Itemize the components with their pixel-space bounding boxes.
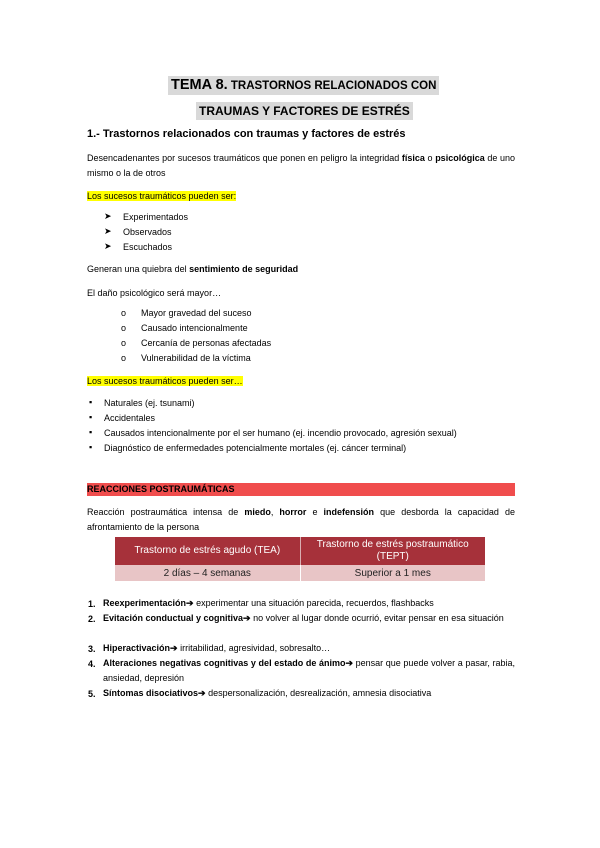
list-number: 1. [88,599,96,609]
table-header-tept: Trastorno de estrés postraumático (TEPT) [300,537,485,565]
s2-indefension: indefensión [323,507,375,517]
square-bullet-icon: ▪ [89,412,93,422]
numbered-item [103,641,515,656]
item-bold: Reexperimentación [103,598,187,608]
title-line-1-rest: TRASTORNOS RELACIONADOS CON [227,80,437,92]
intro-text-a: Desencadenantes por sucesos traumáticos que ponen en peligro la integridad [87,153,402,163]
s2-intro-g: que desborda la capacidad de afrontamiento de la persona [87,507,515,532]
circle-bullet-icon: o [121,353,127,363]
list-number: 5. [88,689,96,699]
s2-horror: horror [279,507,307,517]
numbered-item [103,656,515,686]
arrow-bullet-icon: ➤ [104,211,112,221]
arrow-item: Observados [123,227,172,237]
table-row [115,565,485,581]
highlight-1 [87,190,236,202]
o-item: Mayor gravedad del suceso [141,308,252,318]
intro-text-c: o [424,153,436,163]
arrow-bullet-icon: ➤ [104,226,112,236]
section-2-intro [87,505,515,535]
section-1-heading: 1.- Trastornos relacionados con traumas y factores de estrés [87,128,406,140]
o-item: Cercanía de personas afectadas [141,338,272,348]
table-header-row [115,537,485,565]
s2-intro-a: Reacción postraumática intensa de [87,507,245,517]
title-line-2 [196,102,413,120]
table-cell-tea: 2 días – 4 semanas [115,565,300,581]
section-2-heading: REACCIONES POSTRAUMÁTICAS [87,483,515,496]
title-tema: TEMA 8. [171,77,228,93]
square-item: Naturales (ej. tsunami) [104,398,195,408]
arrow-icon: ➔ [345,658,354,668]
title-line-1 [168,76,439,95]
intro-text-d: de uno mismo o la de otros [87,153,515,178]
s2-intro-c: , [270,507,280,517]
arrow-item: Escuchados [123,242,173,252]
item-bold: Evitación conductual y cognitiva [103,613,244,623]
quiebra-line [87,263,298,275]
section-1-intro [87,151,515,181]
square-item: Causados intencionalmente por el ser humano (ej. incendio provocado, agresión sexual) [104,428,457,438]
s2-miedo: miedo [244,507,271,517]
item-bold: Hiperactivación [103,643,171,653]
square-bullet-icon: ▪ [89,427,93,437]
arrow-bullet-icon: ➤ [104,241,112,251]
item-bold: Síntomas disociativos [103,688,199,698]
item-rest: experimentar una situación parecida, recuerdos, flashbacks [193,598,434,608]
o-item: Vulnerabilidad de la víctima [141,353,251,363]
title-line-2-text: TRAUMAS Y FACTORES DE ESTRÉS [196,102,413,120]
circle-bullet-icon: o [121,308,127,318]
highlight-2-text: Los sucesos traumáticos pueden ser… [87,376,243,386]
circle-bullet-icon: o [121,323,127,333]
intro-psicologica: psicológica [435,153,485,163]
highlight-1-text: Los sucesos traumáticos pueden ser: [87,191,237,201]
o-item: Causado intencionalmente [141,323,248,333]
arrow-icon: ➔ [170,643,178,653]
highlight-2 [87,375,243,387]
square-bullet-icon: ▪ [89,397,93,407]
list-number: 4. [88,659,96,669]
table-header-tea: Trastorno de estrés agudo (TEA) [115,537,300,565]
list-number: 3. [88,644,96,654]
intro-fisica: física [401,153,425,163]
arrow-icon: ➔ [243,613,251,623]
table-cell-tept: Superior a 1 mes [300,565,485,581]
comparison-table [115,537,485,581]
arrow-icon: ➔ [198,688,206,698]
quiebra-text: Generan una quiebra del [87,264,190,274]
quiebra-bold: sentimiento de seguridad [189,264,299,274]
arrow-item: Experimentados [123,212,189,222]
item-rest: irritabilidad, agresividad, sobresalto… [177,643,331,653]
square-item: Diagnóstico de enfermedades potencialmente mortales (ej. cáncer terminal) [104,443,407,453]
list-number: 2. [88,614,96,624]
item-rest: pensar que puede volver a pasar, rabia, ansiedad, depresión [103,658,515,683]
square-bullet-icon: ▪ [89,442,93,452]
item-rest: despersonalización, desrealización, amnesia disociativa [205,688,432,698]
numbered-item [103,611,515,626]
circle-bullet-icon: o [121,338,127,348]
dano-line: El daño psicológico será mayor… [87,288,222,298]
arrow-icon: ➔ [186,598,194,608]
numbered-item [103,596,515,611]
numbered-item [103,686,515,701]
item-rest: no volver al lugar donde ocurrió, evitar pensar en esa situación [250,613,504,623]
item-bold: Alteraciones negativas cognitivas y del estado de ánimo [103,658,346,668]
square-item: Accidentales [104,413,156,423]
s2-intro-e: e [306,507,324,517]
